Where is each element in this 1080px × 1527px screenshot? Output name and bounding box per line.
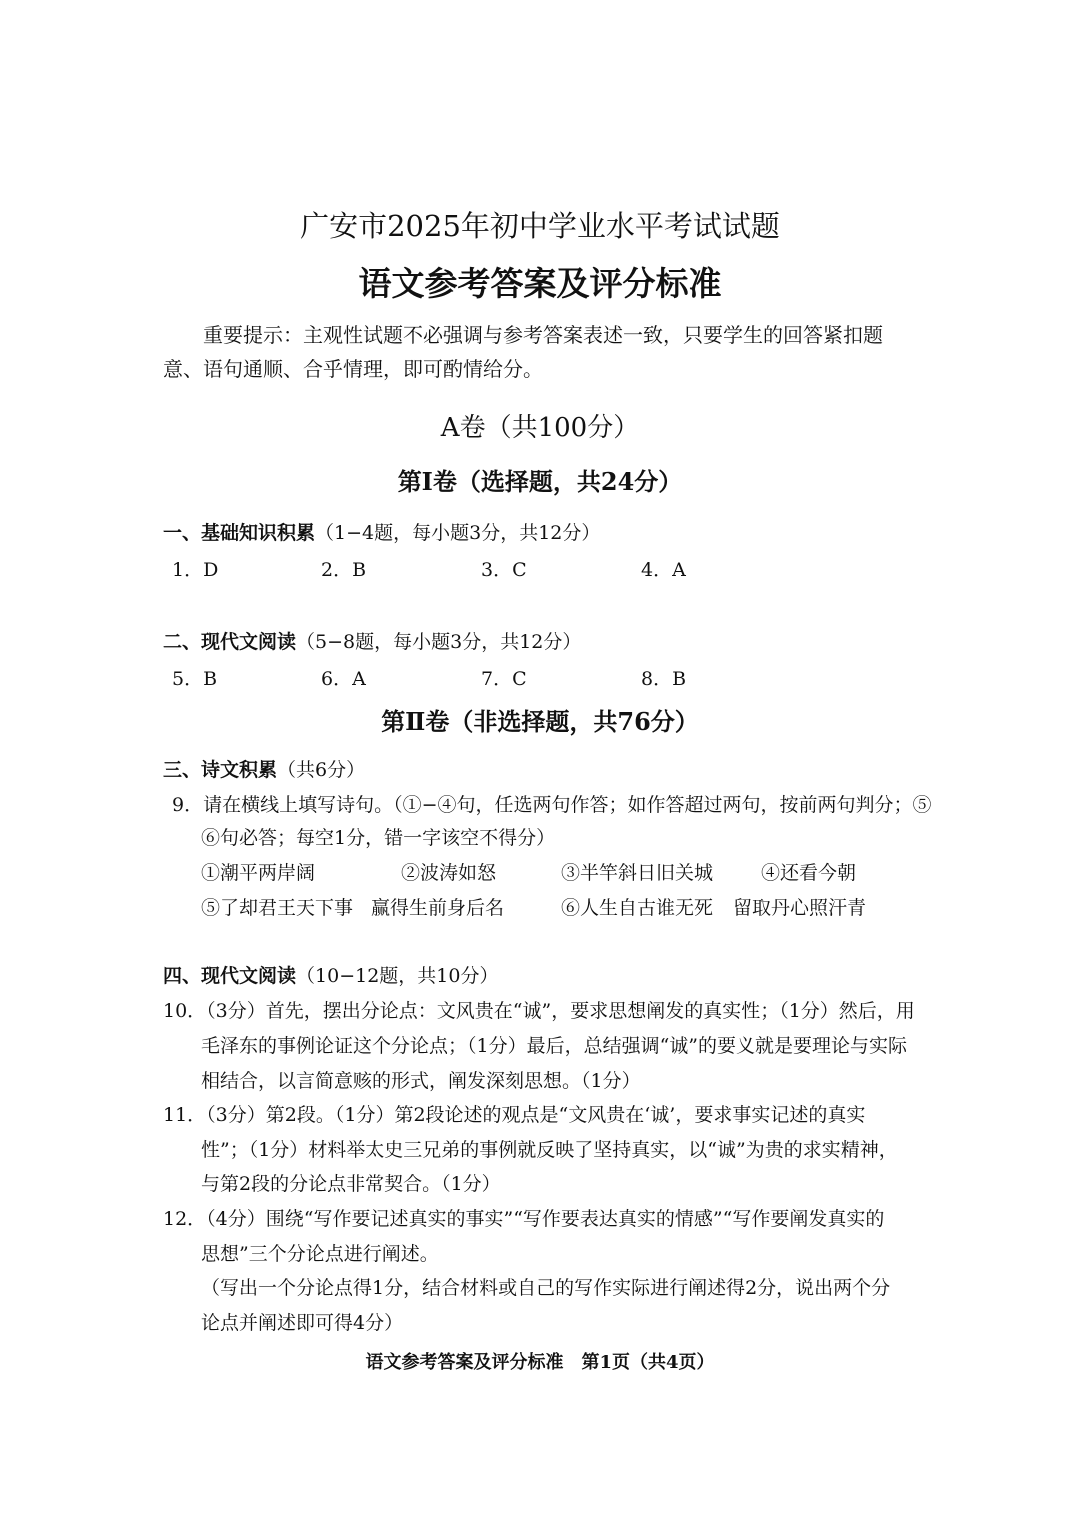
- page-footer: 语文参考答案及评分标准 第1页（共4页）: [365, 1352, 715, 1373]
- poem-answer-2: ②波涛如怒: [401, 862, 497, 884]
- q11-line2: 性”；（1分）材料举太史三兄弟的事例就反映了坚持真实，以“诚”为贵的求实精神，: [201, 1139, 898, 1161]
- answer-1: 1．D: [172, 559, 219, 581]
- section-4-label: 四、现代文阅读: [163, 965, 297, 987]
- poem-answer-1: ①潮平两岸阔: [201, 862, 316, 884]
- q12-line4: 论点并阐述即可得4分）: [201, 1312, 404, 1334]
- poem-answer-4: ④还看今朝: [761, 862, 857, 884]
- q9-instruction-line2: ⑥句必答；每空1分，错一字该空不得分）: [201, 827, 556, 849]
- poem-answer-6b: 留取丹心照汗青: [733, 897, 867, 919]
- section-3-header: [163, 755, 365, 782]
- part2-heading: 第Ⅱ卷（非选择题，共76分）: [381, 707, 699, 736]
- answer-4: 4．A: [641, 559, 686, 581]
- answer-2: 2．B: [321, 559, 367, 581]
- q11-line1: 11．（3分）第2段。（1分）第2段论述的观点是“文风贵在‘诚’，要求事实记述的真实: [163, 1104, 866, 1126]
- section-3-info: （共6分）: [277, 759, 366, 781]
- answer-5: 5．B: [172, 668, 218, 690]
- q12-line3: （写出一个分论点得1分，结合材料或自己的写作实际进行阐述得2分，说出两个分: [201, 1277, 891, 1299]
- poem-answer-6a: ⑥人生自古谁无死: [561, 897, 714, 919]
- section-1-header: [163, 518, 600, 545]
- answer-7: 7．C: [481, 668, 527, 690]
- answer-6: 6．A: [321, 668, 366, 690]
- poem-answer-5b: 赢得生前身后名: [371, 897, 505, 919]
- q10-line2: 毛泽东的事例论证这个分论点；（1分）最后，总结强调“诚”的要义就是要理论与实际: [201, 1035, 908, 1057]
- exam-title: 广安市2025年初中学业水平考试试题: [300, 209, 780, 243]
- volume-a-heading: A卷（共100分）: [440, 413, 640, 443]
- section-3-label: 三、诗文积累: [163, 759, 278, 781]
- q11-line3: 与第2段的分论点非常契合。（1分）: [201, 1173, 501, 1195]
- poem-answer-3: ③半竿斜日旧关城: [561, 862, 714, 884]
- poem-answer-5a: ⑤了却君王天下事: [201, 897, 354, 919]
- section-2-label: 二、现代文阅读: [163, 631, 297, 653]
- section-4-info: （10−12题，共10分）: [296, 965, 499, 987]
- q9-instruction-line1: 9．请在横线上填写诗句。（①−④句，任选两句作答；如作答超过两句，按前两句判分；⑤: [172, 794, 932, 816]
- section-1-info: （1−4题，每小题3分，共12分）: [315, 522, 601, 544]
- q10-line1: 10．（3分）首先，摆出分论点：文风贵在“诚”，要求思想阐发的真实性；（1分）然后，用: [163, 1000, 915, 1022]
- section-2-header: [163, 627, 581, 654]
- q12-line2: 思想”三个分论点进行阐述。: [201, 1243, 439, 1265]
- section-1-label: 一、基础知识积累: [163, 522, 316, 544]
- section-4-header: [163, 961, 498, 988]
- section-2-info: （5−8题，每小题3分，共12分）: [296, 631, 582, 653]
- answer-8: 8．B: [641, 668, 687, 690]
- answer-3: 3．C: [481, 559, 527, 581]
- document-title: 语文参考答案及评分标准: [358, 264, 722, 303]
- part1-heading: 第Ⅰ卷（选择题，共24分）: [397, 467, 683, 496]
- important-notice: 重要提示：主观性试题不必强调与参考答案表述一致，只要学生的回答紧扣题意、语句通顺、合乎情理，即可酌情给分。: [163, 323, 883, 381]
- q12-line1: 12．（4分）围绕“写作要记述真实的事实”“写作要表达真实的情感”“写作要阐发真实的: [163, 1208, 885, 1230]
- q10-line3: 相结合，以言简意赅的形式，阐发深刻思想。（1分）: [201, 1070, 641, 1092]
